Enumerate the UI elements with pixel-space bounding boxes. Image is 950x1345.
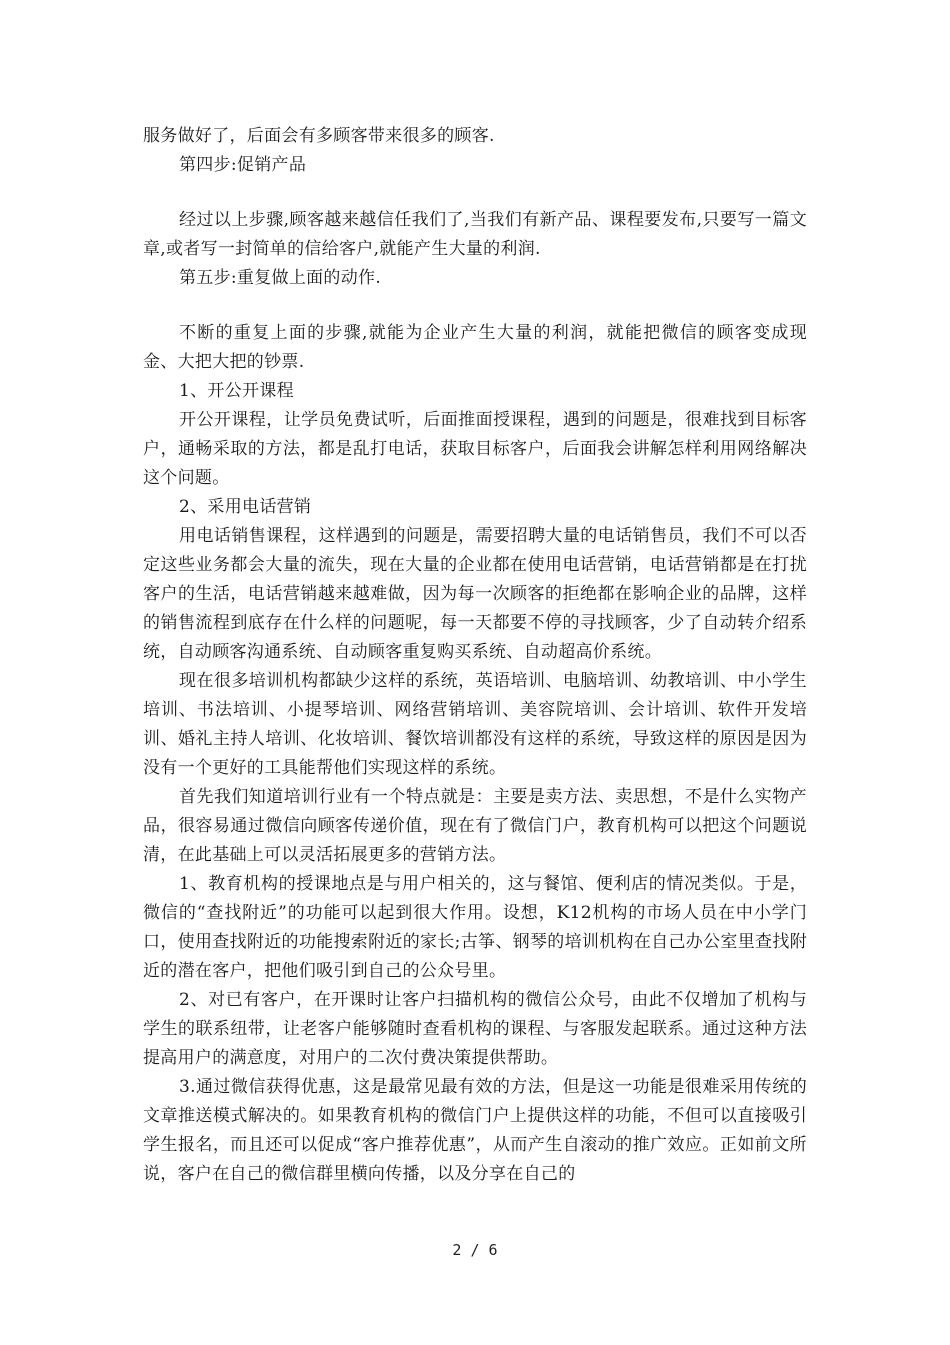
paragraph: 不断的重复上面的步骤,就能为企业产生大量的利润，就能把微信的顾客变成现金、大把大把的钞票.: [143, 323, 807, 372]
paragraph: 经过以上步骤,顾客越来越信任我们了,当我们有新产品、课程要发布,只要写一篇文章,或者写一封简单的信给客户,就能产生大量的利润.: [143, 210, 807, 259]
paragraph: 首先我们知道培训行业有一个特点就是：主要是卖方法、卖思想，不是什么实物产品，很容易通过微信向顾客传递价值，现在有了微信门户，教育机构可以把这个问题说清，在此基础上可以灵活拓展更多的营销方法。: [143, 787, 807, 865]
section-heading-step5: 第五步:重复做上面的动作.: [179, 268, 382, 288]
page-number: 2 / 6: [452, 1241, 498, 1259]
list-heading-phone-marketing: 2、采用电话营销: [179, 497, 312, 517]
section-heading-step4: 第四步:促销产品: [179, 155, 307, 175]
paragraph-gap: [143, 293, 807, 319]
paragraph: 开公开课程，让学员免费试听，后面推面授课程，遇到的问题是，很难找到目标客户，通畅采取的方法，都是乱打电话，获取目标客户，后面我会讲解怎样利用网络解决这个问题。: [143, 410, 807, 488]
paragraph: 服务做好了，后面会有多顾客带来很多的顾客.: [143, 126, 495, 146]
paragraph: 3.通过微信获得优惠，这是最常见最有效的方法，但是这一功能是很难采用传统的文章推送模式解决的。如果教育机构的微信门户上提供这样的功能，不但可以直接吸引学生报名，而且还可以促成“客户推荐优惠”，从而产生自滚动的推广效应。正如前文所说，客户在自己的微信群里横向传播，以及分享在自己的: [143, 1077, 807, 1184]
paragraph: 用电话销售课程，这样遇到的问题是，需要招聘大量的电话销售员，我们不可以否定这些业务都会大量的流失，现在大量的企业都在使用电话营销，电话营销都是在打扰客户的生活，电话营销越来越难做，因为每一次顾客的拒绝都在影响企业的品牌，这样的销售流程到底存在什么样的问题呢，每一天都要不停的寻找顾客，少了自动转介绍系统，自动顾客沟通系统、自动顾客重复购买系统、自动超高价系统。: [143, 526, 807, 662]
document-body: [143, 122, 807, 1189]
list-heading-open-course: 1、开公开课程: [179, 381, 294, 401]
paragraph: 1、教育机构的授课地点是与用户相关的，这与餐馆、便利店的情况类似。于是，微信的“查找附近”的功能可以起到很大作用。设想，K12机构的市场人员在中小学门口，使用查找附近的功能搜索附近的家长;古筝、钢琴的培训机构在自己办公室里查找附近的潜在客户，把他们吸引到自己的公众号里。: [143, 874, 807, 981]
paragraph-gap: [143, 180, 807, 206]
paragraph: 现在很多培训机构都缺少这样的系统，英语培训、电脑培训、幼教培训、中小学生培训、书法培训、小提琴培训、网络营销培训、美容院培训、会计培训、软件开发培训、婚礼主持人培训、化妆培训、餐饮培训都没有这样的系统，导致这样的原因是因为没有一个更好的工具能帮他们实现这样的系统。: [143, 671, 807, 778]
paragraph: 2、对已有客户，在开课时让客户扫描机构的微信公众号，由此不仅增加了机构与学生的联系纽带，让老客户能够随时查看机构的课程、与客服发起联系。通过这种方法提高用户的满意度，对用户的二次付费决策提供帮助。: [143, 990, 807, 1068]
